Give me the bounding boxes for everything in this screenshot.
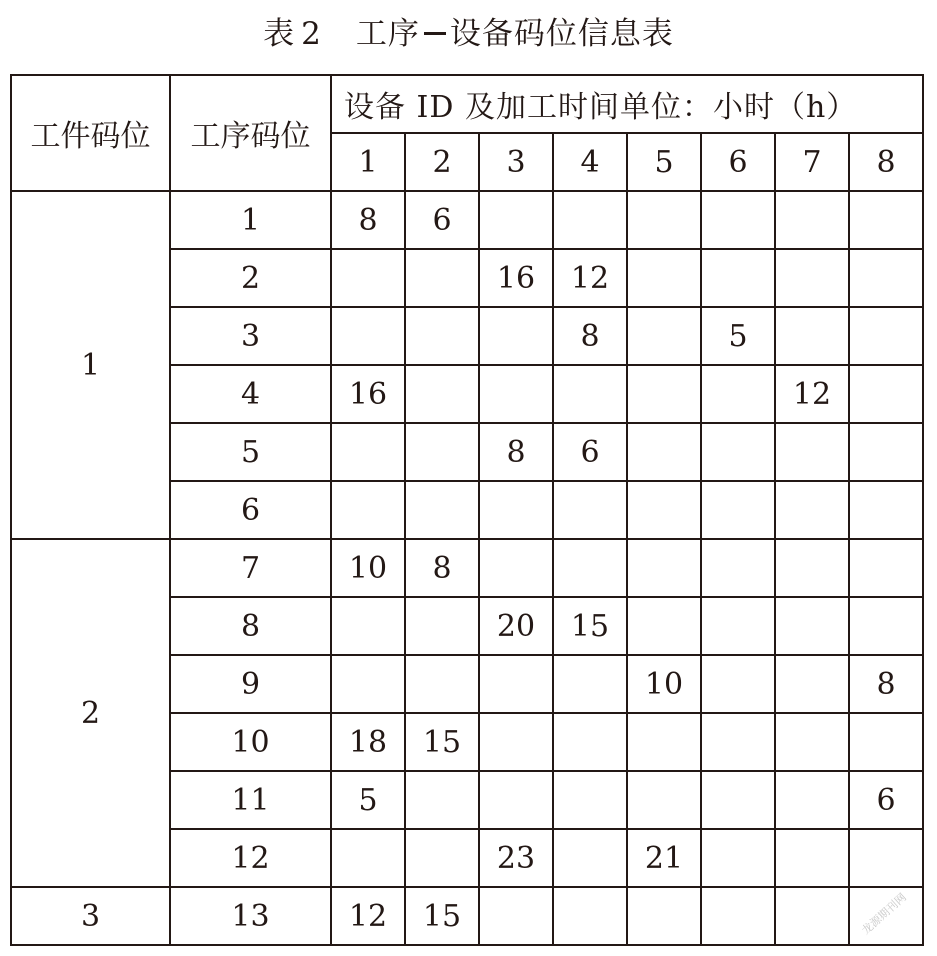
time-cell [849,249,923,307]
header-workpiece: 工件码位 [11,75,170,191]
time-cell [331,829,405,887]
time-cell: 8 [849,655,923,713]
process-cell: 8 [170,597,331,655]
process-cell: 9 [170,655,331,713]
time-cell [775,481,849,539]
time-cell [627,481,701,539]
time-cell [479,191,553,249]
time-cell [849,365,923,423]
process-cell: 7 [170,539,331,597]
time-cell [701,423,775,481]
caption-number: 2 [301,16,322,52]
time-cell: 6 [849,771,923,829]
time-cell [553,365,627,423]
time-cell: 12 [331,887,405,945]
time-cell [553,655,627,713]
time-cell [479,539,553,597]
workpiece-cell: 3 [11,887,170,945]
time-cell [775,829,849,887]
time-cell [553,829,627,887]
time-cell [331,597,405,655]
header-equipment-id: 1 [331,133,405,191]
time-cell [775,539,849,597]
table-row [11,539,923,597]
time-cell [849,191,923,249]
time-cell [701,365,775,423]
header-equipment-id: 5 [627,133,701,191]
time-cell [479,713,553,771]
time-cell: 23 [479,829,553,887]
time-cell [775,191,849,249]
time-cell [849,539,923,597]
time-cell [553,191,627,249]
time-cell: 20 [479,597,553,655]
time-cell [331,307,405,365]
time-cell [849,829,923,887]
table-caption [0,12,937,56]
header-equipment-id: 2 [405,133,479,191]
time-cell [405,655,479,713]
time-cell [479,887,553,945]
time-cell [627,539,701,597]
time-cell: 16 [331,365,405,423]
time-cell: 5 [331,771,405,829]
time-cell: 15 [405,713,479,771]
time-cell [627,423,701,481]
time-cell [627,771,701,829]
process-cell: 1 [170,191,331,249]
time-cell: 6 [405,191,479,249]
table-row [11,191,923,249]
time-cell [701,249,775,307]
time-cell [849,597,923,655]
time-cell: 21 [627,829,701,887]
time-cell [701,539,775,597]
time-cell [701,481,775,539]
time-cell: 8 [553,307,627,365]
process-cell: 13 [170,887,331,945]
time-cell [849,423,923,481]
time-cell [701,191,775,249]
time-cell: 6 [553,423,627,481]
time-cell [775,249,849,307]
time-cell [405,481,479,539]
time-cell [775,655,849,713]
process-cell: 3 [170,307,331,365]
time-cell [553,481,627,539]
time-cell [701,887,775,945]
time-cell [405,829,479,887]
time-cell: 10 [627,655,701,713]
time-cell [627,307,701,365]
header-equipment-id: 8 [849,133,923,191]
time-cell [405,423,479,481]
time-cell [553,713,627,771]
time-cell [701,713,775,771]
process-equipment-table [10,74,924,946]
time-cell [553,539,627,597]
time-cell: 8 [331,191,405,249]
time-cell [553,771,627,829]
time-cell [701,771,775,829]
time-cell [627,249,701,307]
workpiece-cell: 2 [11,539,170,887]
time-cell [775,597,849,655]
time-cell: 12 [775,365,849,423]
process-cell: 11 [170,771,331,829]
time-cell [775,713,849,771]
watermark: 龙源期刊网 [859,890,909,938]
time-cell [479,365,553,423]
time-cell [405,365,479,423]
time-cell [405,249,479,307]
time-cell [479,771,553,829]
time-cell: 5 [701,307,775,365]
caption-dash [424,32,446,35]
time-cell [849,481,923,539]
time-cell [775,307,849,365]
process-cell: 10 [170,713,331,771]
time-cell [479,307,553,365]
time-cell [849,307,923,365]
time-cell: 10 [331,539,405,597]
time-cell [331,249,405,307]
time-cell [775,887,849,945]
process-cell: 12 [170,829,331,887]
time-cell [331,655,405,713]
time-cell: 12 [553,249,627,307]
time-cell: 16 [479,249,553,307]
time-cell [775,771,849,829]
time-cell [405,597,479,655]
process-cell: 5 [170,423,331,481]
time-cell [627,713,701,771]
time-cell [553,887,627,945]
time-cell [479,655,553,713]
time-cell: 15 [405,887,479,945]
time-cell [627,887,701,945]
time-cell [479,481,553,539]
time-cell [627,191,701,249]
time-cell [627,597,701,655]
time-cell [405,771,479,829]
time-cell [849,713,923,771]
time-cell: 8 [479,423,553,481]
header-equipment-id: 4 [553,133,627,191]
table-row [11,887,923,945]
header-equipment: 设备 ID 及加工时间单位：小时（h） [331,75,923,133]
time-cell [627,365,701,423]
caption-left: 工序 [355,16,420,52]
time-cell: 18 [331,713,405,771]
time-cell [701,597,775,655]
caption-label: 表 [263,16,296,52]
header-process: 工序码位 [170,75,331,191]
time-cell: 15 [553,597,627,655]
process-cell: 2 [170,249,331,307]
time-cell: 8 [405,539,479,597]
process-cell: 6 [170,481,331,539]
time-cell [701,655,775,713]
time-cell [331,481,405,539]
process-cell: 4 [170,365,331,423]
caption-right: 设备码位信息表 [449,16,674,52]
time-cell [701,829,775,887]
header-equipment-id: 6 [701,133,775,191]
header-equipment-id: 3 [479,133,553,191]
header-equipment-id: 7 [775,133,849,191]
time-cell [331,423,405,481]
time-cell [405,307,479,365]
time-cell [775,423,849,481]
workpiece-cell: 1 [11,191,170,539]
